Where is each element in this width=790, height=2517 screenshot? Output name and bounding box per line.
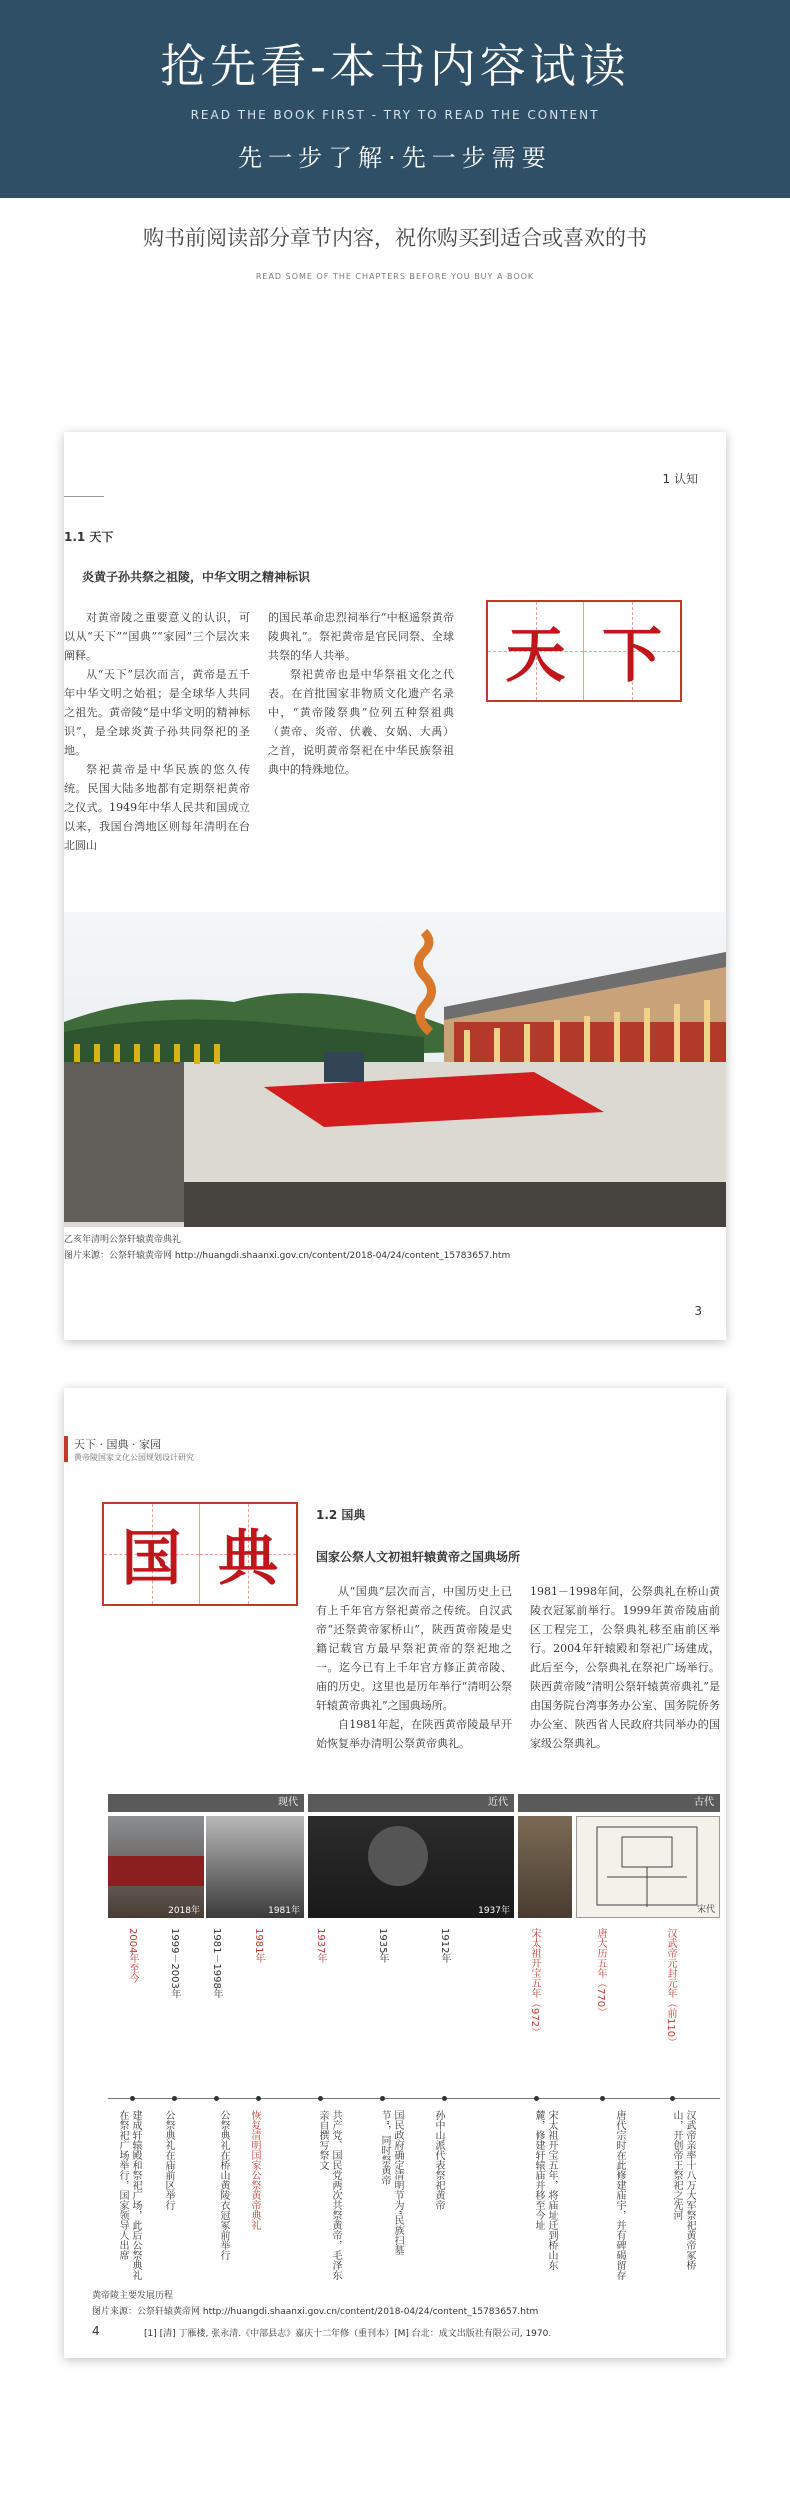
- timeline-dot: [670, 2096, 675, 2101]
- photo-1981: [206, 1816, 304, 1918]
- page-number: 4: [92, 2324, 100, 2338]
- header-subtitle: 先一步了解·先一步需要: [238, 144, 552, 172]
- timeline-event: 唐代宗时在此修建庙宇，并有碑碣留存: [614, 2110, 625, 2280]
- timeline-year: 1981－1998年: [211, 1928, 222, 1999]
- timeline-dot: [534, 2096, 539, 2101]
- section-heading: 炎黄子孙共祭之祖陵，中华文明之精神标识: [82, 570, 311, 584]
- timeline-dot: [380, 2096, 385, 2101]
- calligraphy-char: 天: [505, 621, 566, 691]
- intro-text: 购书前阅读部分章节内容，祝你购买到适合或喜欢的书: [143, 226, 647, 250]
- timeline-event: 公祭典礼在庙前区举行: [163, 2110, 174, 2210]
- timeline-dot: [442, 2096, 447, 2101]
- header-title: 抢先看-本书内容试读: [160, 39, 630, 93]
- paragraph: 从“天下”层次而言，黄帝是五千年中华文明之始祖；是全球华人共同之祖先。黄帝陵“是中华文明的精神标识”，是全球炎黄子孙共同祭祀的圣地。: [64, 668, 250, 757]
- timeline-year: 1935年: [377, 1928, 388, 1964]
- calligraphy-tianxia: [486, 600, 682, 702]
- timeline-event: 公祭典礼在桥山黄陵衣冠冢前举行: [218, 2110, 229, 2260]
- section-title: 1.1 天下: [64, 530, 114, 544]
- photo-label: 1937年: [478, 1906, 510, 1916]
- era-modern: 现代: [108, 1794, 304, 1812]
- paragraph: 对黄帝陵之重要意义的认识，可以从“天下”“国典”“家园”三个层次来阐释。: [64, 611, 250, 662]
- calligraphy-guodian: [102, 1502, 298, 1606]
- timeline-event: 恢复清明国家公祭黄帝典礼: [249, 2110, 260, 2230]
- photo-label: 宋代: [696, 1905, 715, 1915]
- timeline-dot: [318, 2096, 323, 2101]
- timeline-year: 1937年: [315, 1928, 326, 1964]
- paragraph: 祭祀黄帝也是中华祭祖文化之代表。在首批国家非物质文化遗产名录中，“黄帝陵祭典”位列五种祭祖典（黄帝、炎帝、伏羲、女娲、大禹）之首，说明黄帝祭祀在中华民族祭祖典中的特殊地位。: [268, 668, 454, 776]
- timeline-event: 孙中山派代表祭祀黄帝: [433, 2110, 444, 2210]
- running-head: 天下 · 国典 · 家园: [74, 1438, 161, 1451]
- photo-label: 2018年: [168, 1906, 200, 1916]
- timeline-event: 共产党、国民党两次共祭黄帝，毛泽东亲自撰写祭文: [317, 2110, 341, 2280]
- timeline-year: 唐大历五年（770）: [595, 1928, 606, 2018]
- running-head: 1 认知: [662, 472, 698, 486]
- timeline-year: 1999－2003年: [169, 1928, 180, 1999]
- timeline-year: 2004年至今: [127, 1928, 138, 1984]
- paragraph: 1981－1998年间，公祭典礼在桥山黄陵衣冠冢前举行。1999年黄帝陵庙前区工程完工，公祭典礼移至庙前区举行。2004年轩辕殿和祭祀广场建成，此后至今，公祭典礼在祭祀广场举行。陕西黄帝陵“清明公祭轩辕黄帝典礼”是由国务院台湾事务办公室、国务院侨务办公室、陕西省人民政府共同举办的国家级公祭典礼。: [530, 1585, 720, 1750]
- ceremony-photo: [64, 912, 726, 1227]
- book-page-3: [64, 432, 726, 1340]
- calligraphy-char: 典: [218, 1524, 278, 1594]
- timeline-dot: [600, 2096, 605, 2101]
- photo-ancient-gate: [518, 1816, 572, 1918]
- accent-bar: [64, 1436, 68, 1462]
- running-head-sub: 黄帝陵国家文化公园规划设计研究: [74, 1453, 194, 1462]
- photo-source: 图片来源：公祭轩辕黄帝网 http://huangdi.shaanxi.gov.cn/content/2018-04/24/content_15783657.htm: [64, 1251, 511, 1261]
- page-number: 3: [694, 1304, 702, 1318]
- photo-2018: [108, 1816, 204, 1918]
- timeline-event: 汉武帝亲率十八万大军祭祀黄帝冢桥山，开创帝王祭祀之先河: [671, 2110, 695, 2270]
- timeline-year: 1981年: [253, 1928, 264, 1964]
- section-title: 1.2 国典: [316, 1508, 366, 1522]
- timeline-event: 国民政府确定清明节为“民族扫墓节”，同时祭黄帝: [379, 2110, 403, 2256]
- era-early-modern: 近代: [308, 1794, 514, 1812]
- timeline-year: 汉武帝元封元年（前110）: [665, 1928, 676, 2048]
- timeline-event: 宋太祖开宝五年，将庙址迁到桥山东麓，修建轩辕庙并移至今址: [533, 2110, 557, 2270]
- timeline-year: 宋太祖开宝五年（972）: [529, 1928, 540, 2038]
- photo-ancient-map: [576, 1816, 720, 1918]
- calligraphy-char: 国: [121, 1524, 182, 1594]
- divider: [64, 496, 104, 497]
- header-subtitle-en: READ THE BOOK FIRST - TRY TO READ THE CONTENT: [190, 108, 600, 122]
- paragraph: 从“国典”层次而言，中国历史上已有上千年官方祭祀黄帝之传统。自汉武帝“还祭黄帝冢桥山”，陕西黄帝陵是史籍记载官方最早祭祀黄帝的祭祀地之一。迄今已有上千年官方修正黄帝陵、庙的历史。这里也是历年举行“清明公祭轩辕黄帝典礼”之国典场所。: [316, 1585, 512, 1712]
- column-2: [268, 608, 454, 779]
- paragraph: 自1981年起，在陕西黄帝陵最早开始恢复举办清明公祭黄帝典礼。: [316, 1718, 512, 1750]
- photo-1937: [308, 1816, 514, 1918]
- timeline-dot: [130, 2096, 135, 2101]
- book-page-4: [64, 1388, 726, 2358]
- column-1: [316, 1582, 512, 1753]
- photo-label: 1981年: [268, 1906, 300, 1916]
- intro-text-en: READ SOME OF THE CHAPTERS BEFORE YOU BUY A BOOK: [255, 272, 535, 281]
- timeline-dot: [256, 2096, 261, 2101]
- timeline-event: 建成轩辕殿和祭祀广场，此后公祭典礼在祭祀广场举行，国家领导人出席: [117, 2110, 141, 2280]
- section-heading: 国家公祭人文初祖轩辕黄帝之国典场所: [316, 1550, 521, 1564]
- timeline-caption: 黄帝陵主要发展历程: [92, 2291, 174, 2301]
- timeline-dot: [172, 2096, 177, 2101]
- timeline-dot: [214, 2096, 219, 2101]
- column-2: [530, 1582, 720, 1753]
- paragraph: 祭祀黄帝是中华民族的悠久传统。民国大陆多地都有定期祭祀黄帝之仪式。1949年中华人民共和国成立以来，我国台湾地区则每年清明在台北圆山: [64, 763, 250, 852]
- timeline-axis: [108, 2098, 720, 2099]
- calligraphy-char: 下: [602, 621, 662, 691]
- paragraph: 的国民革命忠烈祠举行“中枢遥祭黄帝陵典礼”。祭祀黄帝是官民同祭、全球共祭的华人共举。: [268, 611, 454, 662]
- photo-caption: 乙亥年清明公祭轩辕黄帝典礼: [64, 1235, 182, 1245]
- footnote: [1] [清] 丁雁楼, 张永清.《中部县志》嘉庆十二年修（重刊本）[M] 台北：成文出版社有限公司, 1970.: [144, 2329, 552, 2339]
- column-1: [64, 608, 250, 855]
- timeline-source: 图片来源：公祭轩辕黄帝网 http://huangdi.shaanxi.gov.cn/content/2018-04/24/content_15783657.htm: [92, 2307, 539, 2317]
- era-ancient: 古代: [518, 1794, 720, 1812]
- timeline-year: 1912年: [439, 1928, 450, 1964]
